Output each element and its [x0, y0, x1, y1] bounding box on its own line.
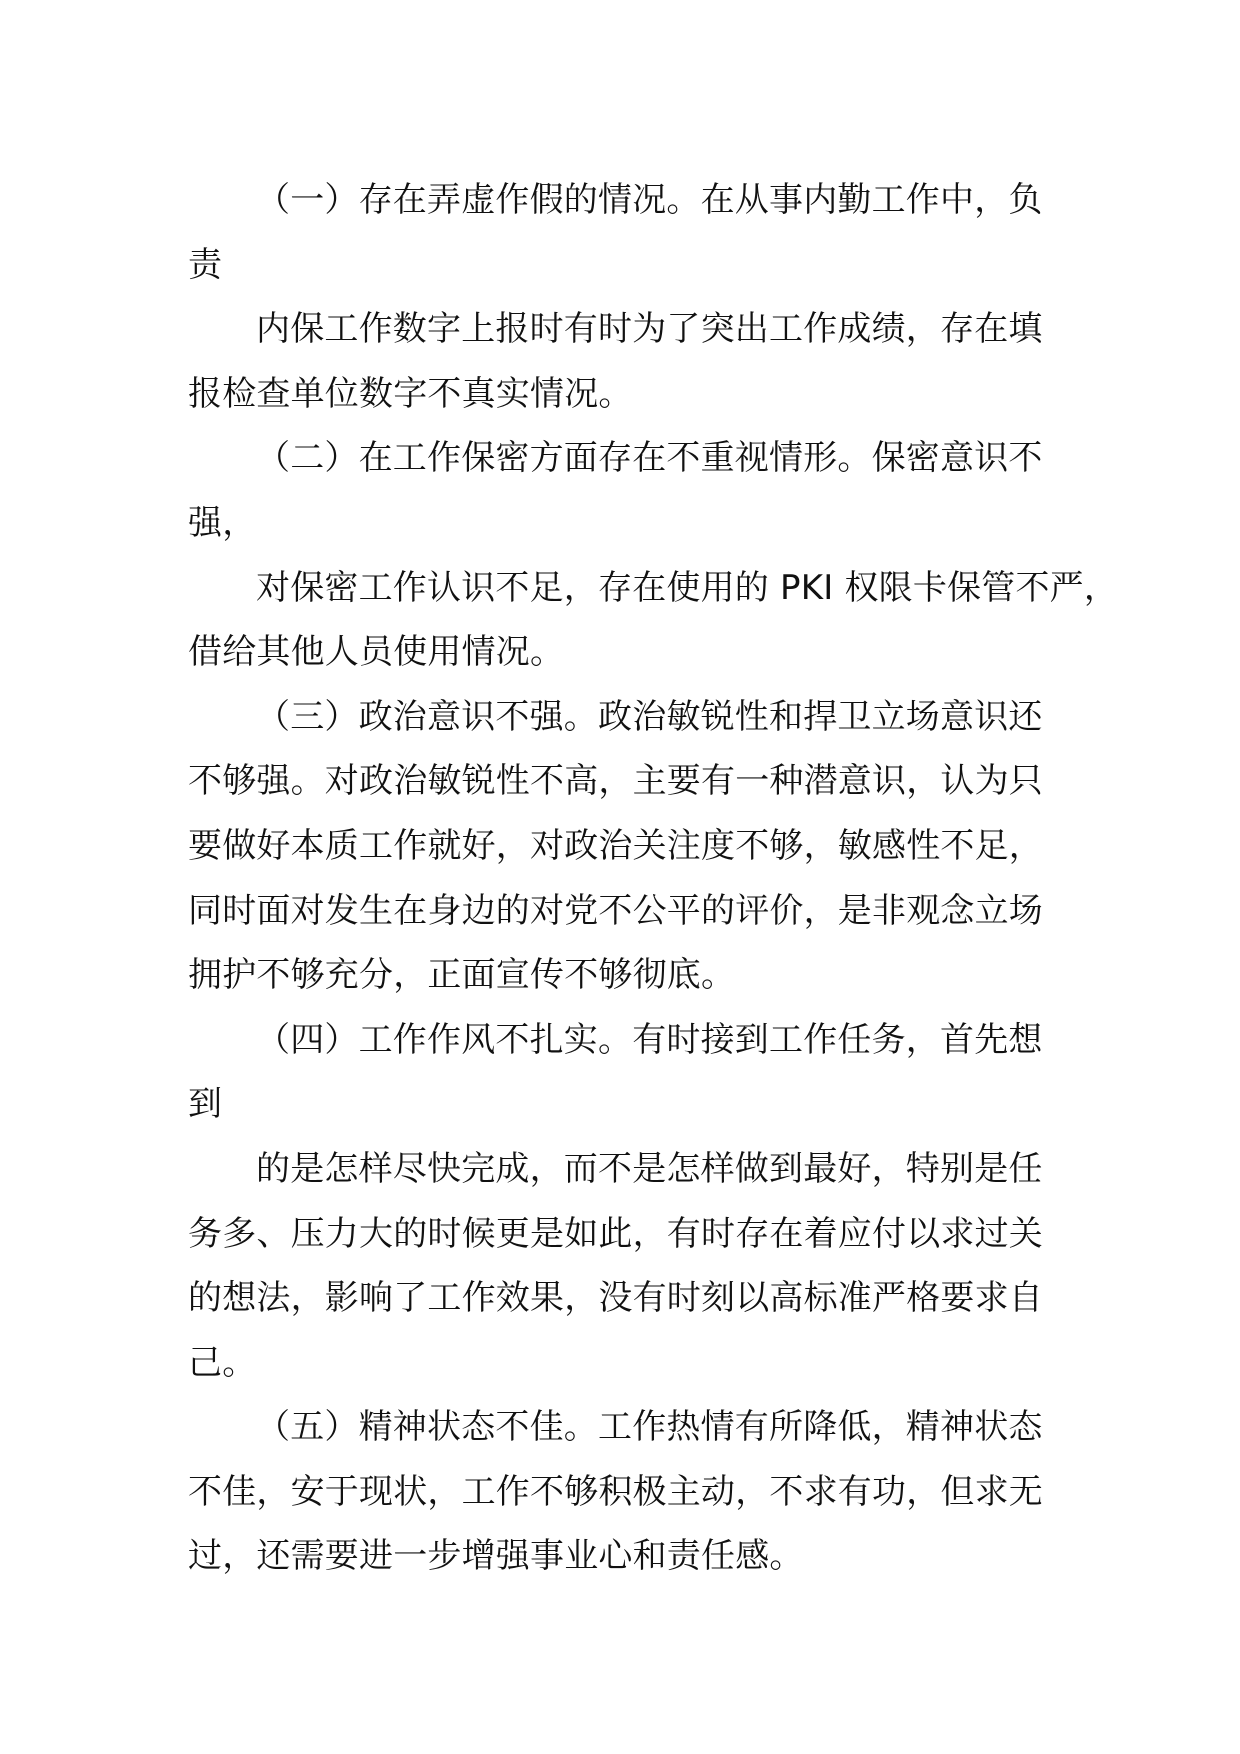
paragraph-5-line-1: （三）政治意识不强。政治敏锐性和捍卫立场意识还: [256, 696, 1043, 737]
paragraph-4-line-1: 对保密工作认识不足，存在使用的 PKI 权限卡保管不严，: [256, 567, 1119, 608]
paragraph-6-line-1: （四）工作作风不扎实。有时接到工作任务，首先想: [256, 1019, 1043, 1060]
paragraph-1-line-1: （一）存在弄虚作假的情况。在从事内勤工作中，负: [256, 180, 1043, 220]
paragraph-4-line-2: 借给其他人员使用情况。: [188, 632, 565, 673]
paragraph-8-line-1: （五）精神状态不佳。工作热情有所降低，精神状态: [256, 1407, 1043, 1448]
paragraph-7-line-4: 己。: [188, 1342, 257, 1383]
paragraph-7-line-3: 的想法，影响了工作效果，没有时刻以高标准严格要求自: [188, 1278, 1043, 1319]
paragraph-5-line-4: 同时面对发生在身边的对党不公平的评价，是非观念立场: [188, 890, 1043, 931]
paragraph-5-line-2: 不够强。对政治敏锐性不高，主要有一种潜意识，认为只: [188, 761, 1043, 802]
paragraph-5-line-3: 要做好本质工作就好，对政治关注度不够，敏感性不足，: [188, 825, 1043, 866]
paragraph-2-line-1: 内保工作数字上报时有时为了突出工作成绩，存在填: [256, 309, 1043, 350]
paragraph-2-line-2: 报检查单位数字不真实情况。: [188, 373, 633, 414]
document-body: [188, 168, 1119, 1589]
paragraph-3-line-1: （二）在工作保密方面存在不重视情形。保密意识不: [256, 438, 1043, 479]
paragraph-3-line-2: 强，: [188, 502, 257, 543]
paragraph-1-line-2: 责: [188, 244, 223, 285]
paragraph-5-line-5: 拥护不够充分，正面宣传不够彻底。: [188, 955, 736, 996]
paragraph-8-line-3: 过，还需要进一步增强事业心和责任感。: [188, 1536, 804, 1577]
paragraph-6-line-2: 到: [188, 1084, 223, 1125]
paragraph-7-line-2: 务多、压力大的时候更是如此，有时存在着应付以求过关: [188, 1213, 1043, 1254]
paragraph-7-line-1: 的是怎样尽快完成，而不是怎样做到最好，特别是任: [256, 1148, 1043, 1189]
paragraph-8-line-2: 不佳，安于现状，工作不够积极主动，不求有功，但求无: [188, 1471, 1043, 1512]
